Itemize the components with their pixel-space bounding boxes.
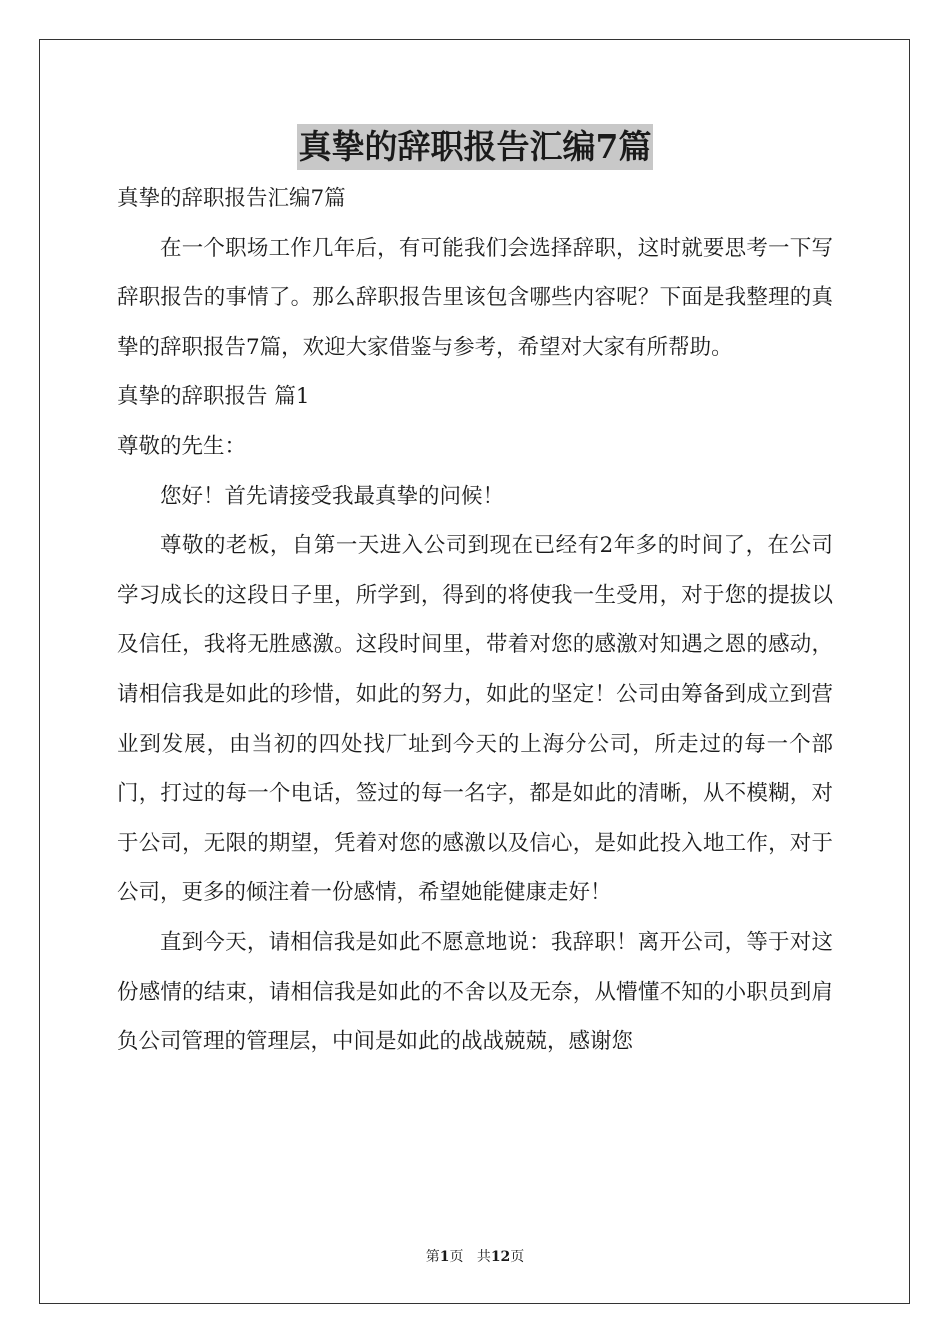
paragraph-6: 直到今天，请相信我是如此不愿意地说：我辞职！离开公司，等于对这份感情的结束，请相信我是如此的不舍以及无奈，从懵懂不知的小职员到肩负公司管理的管理层，中间是如此的战战兢兢，感谢您 — [117, 929, 833, 1055]
total-label-prefix: 共 — [476, 1249, 491, 1265]
page-label-suffix: 页 — [449, 1249, 464, 1265]
document-body — [117, 174, 833, 1067]
paragraph-1: 在一个职场工作几年后，有可能我们会选择辞职，这时就要思考一下写辞职报告的事情了。那么辞职报告里该包含哪些内容呢？下面是我整理的真挚的辞职报告7篇，欢迎大家借鉴与参考，希望对大家有所帮助。 — [117, 235, 833, 360]
paragraph-2: 真挚的辞职报告 篇1 — [117, 384, 310, 410]
total-label-suffix: 页 — [510, 1249, 525, 1265]
page-label-prefix: 第 — [425, 1249, 440, 1265]
paragraph-4: 您好！首先请接受我最真挚的问候！ — [160, 483, 505, 509]
page-title: 真挚的辞职报告汇编7篇 — [297, 124, 654, 170]
paragraph-5: 尊敬的老板，自第一天进入公司到现在已经有2年多的时间了，在公司学习成长的这段日子里，所学到，得到的将使我一生受用，对于您的提拔以及信任，我将无胜感激。这段时间里，带着对您的感激对知遇之恩的感动，请相信我是如此的珍惜，如此的努力，如此的坚定！公司由筹备到成立到营业到发展，由当初的四处找厂址到今天的上海分公司，所走过的每一个部门，打过的每一个电话，签过的每一名字，都是如此的清晰，从不模糊，对于公司，无限的期望，凭着对您的感激以及信心，是如此投入地工作，对于公司，更多的倾注着一份感情，希望她能健康走好！ — [117, 533, 833, 906]
total-pages: 12 — [490, 1249, 511, 1265]
page-number: 1 — [439, 1249, 450, 1265]
paragraph-0: 真挚的辞职报告汇编7篇 — [117, 186, 346, 211]
paragraph-3: 尊敬的先生： — [117, 433, 247, 459]
title-container — [0, 124, 950, 170]
page-footer — [0, 1248, 950, 1266]
